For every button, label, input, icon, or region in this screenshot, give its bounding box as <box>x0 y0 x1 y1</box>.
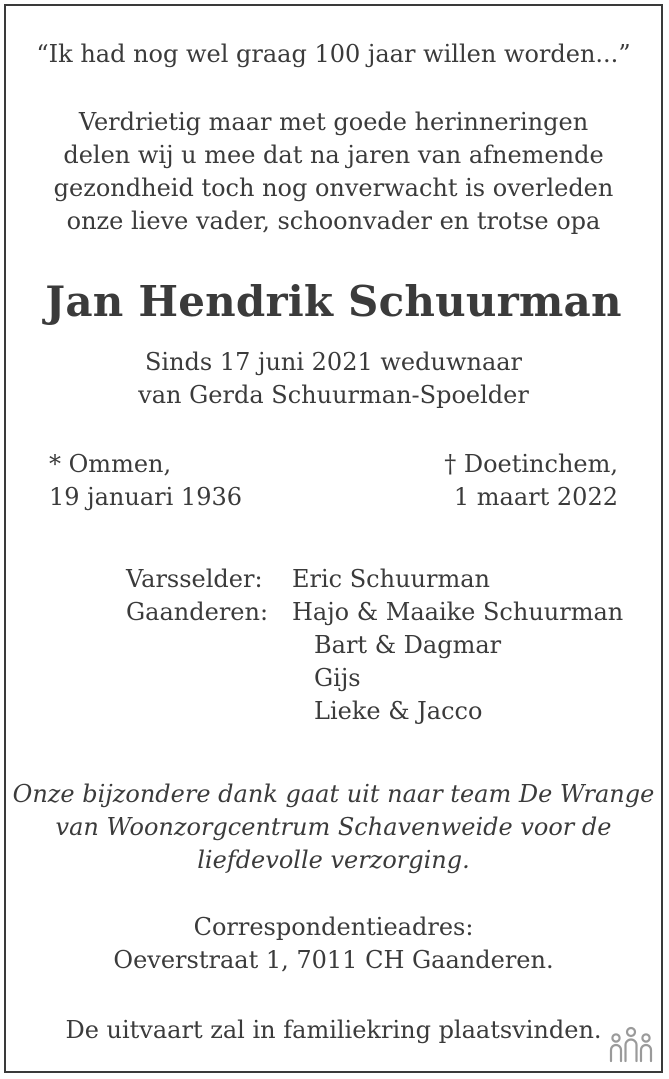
thanks-line: liefdevolle verzorging. <box>197 846 470 874</box>
family-place: Varsselder: <box>126 565 263 593</box>
grandchild-name: Bart & Dagmar <box>314 631 502 659</box>
grandchild-name: Gijs <box>314 664 361 692</box>
widower-line: Sinds 17 juni 2021 weduwnaar <box>144 348 523 376</box>
obituary-card <box>4 4 663 1073</box>
correspondence-label: Correspondentieadres: <box>193 913 474 941</box>
deceased-name: Jan Hendrik Schuurman <box>45 277 622 326</box>
death-place: † Doetinchem, <box>444 450 618 478</box>
widower-info <box>6 346 661 412</box>
intro-line: onze lieve vader, schoonvader en trotse opa <box>66 207 601 235</box>
intro-line: delen wij u mee dat na jaren van afnemende <box>63 141 604 169</box>
quote-text: “Ik had nog wel graag 100 jaar willen worden...” <box>36 40 631 68</box>
intro-line: Verdrietig maar met goede herinneringen <box>78 108 589 136</box>
widower-line: van Gerda Schuurman-Spoelder <box>138 381 529 409</box>
family-people-icon <box>607 1025 655 1065</box>
birth-date: 19 januari 1936 <box>49 483 242 511</box>
thanks-line: Onze bijzondere dank gaat uit naar team De Wrange <box>12 780 655 808</box>
grandchild-name: Lieke & Jacco <box>314 697 483 725</box>
thanks-line: van Woonzorgcentrum Schavenweide voor de <box>55 813 612 841</box>
death-date: 1 maart 2022 <box>453 483 618 511</box>
correspondence-block <box>6 911 661 977</box>
family-place: Gaanderen: <box>126 598 269 626</box>
intro-paragraph <box>6 106 661 238</box>
family-name: Eric Schuurman <box>292 565 490 593</box>
family-name: Hajo & Maaike Schuurman <box>292 598 624 626</box>
intro-line: gezondheid toch nog onverwacht is overleden <box>53 174 614 202</box>
correspondence-address: Oeverstraat 1, 7011 CH Gaanderen. <box>113 946 554 974</box>
thanks-paragraph <box>6 778 661 877</box>
funeral-note: De uitvaart zal in familiekring plaatsvinden. <box>65 1016 602 1044</box>
birth-place: * Ommen, <box>49 450 172 478</box>
death-info <box>444 448 618 514</box>
birth-info <box>49 448 242 514</box>
